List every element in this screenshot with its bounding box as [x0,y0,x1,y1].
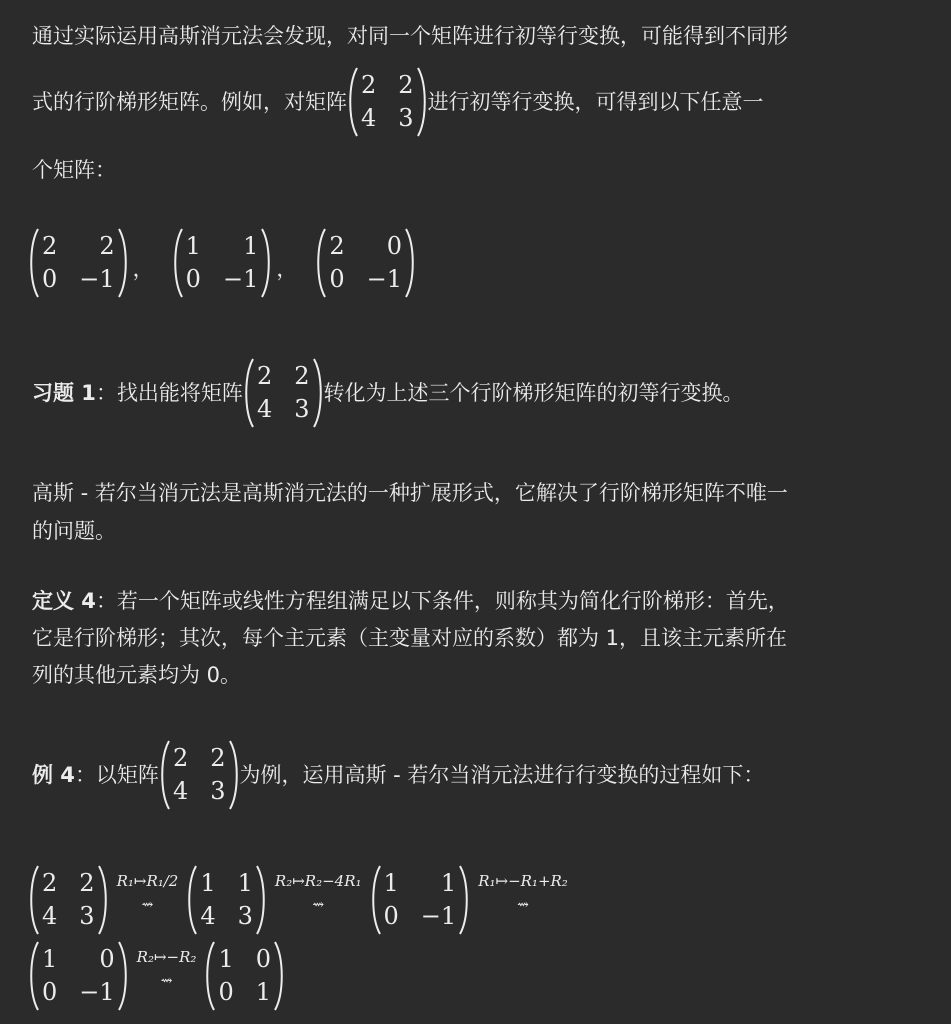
step-matrix-s2 [370,864,471,936]
matrix-cell: 2 [256,362,273,390]
matrix-cell: 0 [383,902,399,930]
squiggle-arrow-icon: ⇝ [517,896,529,913]
matrix-cell: 0 [329,265,345,293]
right-paren [404,227,416,299]
matrix-cell: 2 [172,744,189,772]
matrix-cell: 0 [218,978,234,1006]
text-line [32,148,927,192]
matrix-cell: 1 [255,978,271,1006]
right-paren [312,357,324,429]
step-matrix-a [28,864,109,936]
matrix-cell: 2 [329,232,345,260]
matrix-grid [359,69,416,135]
echelon-matrix-1 [28,227,129,299]
text: 高斯 - 若尔当消元法是高斯消元法的一种扩展形式，它解决了行阶梯形矩阵不唯一 [32,480,788,505]
text: ： [95,380,117,405]
matrix-cell: 4 [172,777,189,805]
left-paren [172,227,184,299]
matrix-cell: 2 [79,869,95,897]
matrix-cell: 0 [185,265,201,293]
matrix-cell: 0 [386,232,403,260]
text-line [32,14,927,58]
text: 转化为上述三个行阶梯形矩阵的初等行变换。 [323,380,744,405]
text: 进行初等行变换，可得到以下任意一 [427,89,764,114]
matrix-cell: 1 [42,945,58,973]
left-paren [370,864,382,936]
text: 找出能将矩阵 [116,380,243,405]
left-paren [28,864,40,936]
text-line [32,64,927,140]
text-line [32,620,927,657]
matrix-cell: 2 [398,71,414,99]
matrix-grid [40,943,117,1009]
matrix-cell: −1 [222,265,259,293]
definition-label: 定义 4 [32,589,96,613]
intro-paragraph [32,14,927,192]
right-paren [117,940,129,1012]
text: ：以矩阵 [74,762,159,787]
reduction-steps-row-1 [28,862,923,938]
matrix-cell: 1 [243,232,259,260]
matrix-a [159,739,240,811]
matrix-cell: 0 [99,945,115,973]
right-paren [260,227,272,299]
matrix-cell: 2 [294,362,310,390]
reduction-steps-row-2 [28,938,923,1014]
right-paren [97,864,109,936]
text-line [32,657,927,694]
left-paren [159,739,171,811]
matrix-grid [40,230,117,296]
matrix-cell: 2 [210,744,226,772]
example-4 [32,737,927,813]
operation-label: R₂↦−R₂ [136,947,197,966]
text: 个矩阵： [32,157,116,182]
matrix-cell: 3 [79,902,95,930]
left-paren [243,357,255,429]
separator: ， [276,256,298,281]
matrix-grid [40,867,97,933]
text: 它是行阶梯形；其次，每个主元素（主变量对应的系数）都为 1，且该主元素所在 [32,626,788,650]
example-label: 例 4 [32,762,75,787]
step-matrix-s4 [204,940,285,1012]
echelon-matrix-3 [315,227,416,299]
matrix-cell: 2 [42,869,58,897]
matrix-grid [216,943,273,1009]
text: 的问题。 [32,518,116,543]
left-paren [186,864,198,936]
exercise-label: 习题 1 [32,380,96,405]
row-operation-4 [136,939,197,989]
squiggle-arrow-icon: ⇝ [312,896,325,913]
left-paren [315,227,327,299]
matrix-cell: 1 [440,869,457,897]
row-operation-3 [478,863,568,913]
gauss-jordan-paragraph [32,474,927,550]
matrix-cell: 2 [99,232,115,260]
matrix-grid [382,867,459,933]
matrix-grid [327,230,404,296]
matrix-cell: 3 [294,395,310,423]
separator: ， [132,256,154,281]
right-paren [416,66,428,138]
operation-label: R₂↦R₂−4R₁ [274,871,362,890]
step-matrix-s1 [186,864,267,936]
matrix-grid [184,230,261,296]
matrix-grid [171,742,228,808]
matrix-cell: −1 [366,265,403,293]
operation-label: R₁↦R₁/2 [116,871,179,890]
squiggle-arrow-icon: ⇝ [141,896,154,913]
matrix-cell: −1 [79,978,115,1006]
echelon-matrix-2 [172,227,273,299]
left-paren [204,940,216,1012]
matrix-cell: 3 [210,777,226,805]
matrix-cell: 0 [42,265,58,293]
right-paren [255,864,267,936]
text: 式的行阶梯形矩阵。例如，对矩阵 [32,89,347,114]
text: 通过实际运用高斯消元法会发现，对同一个矩阵进行初等行变换，可能得到不同形 [32,23,788,48]
matrix-cell: 4 [361,104,377,132]
definition-4 [32,583,927,694]
matrix-cell: −1 [79,265,115,293]
right-paren [228,739,240,811]
text-line [32,512,927,550]
text: 列的其他元素均为 0。 [32,663,242,687]
matrix-cell: 4 [42,902,58,930]
row-operation-2 [274,863,362,913]
right-paren [273,940,285,1012]
right-paren [458,864,470,936]
matrix-cell: 2 [361,71,377,99]
matrix-grid [198,867,255,933]
matrix-cell: 3 [237,902,253,930]
matrix-cell: 1 [185,232,201,260]
text-line [32,583,927,620]
matrix-cell: 1 [218,945,234,973]
left-paren [28,940,40,1012]
matrix-a [347,66,428,138]
matrix-cell: 1 [383,869,399,897]
matrix-grid [255,360,312,426]
matrix-cell: 4 [256,395,273,423]
matrix-cell: 1 [237,869,253,897]
matrix-cell: −1 [420,902,457,930]
left-paren [28,227,40,299]
text: 为例，运用高斯 - 若尔当消元法进行行变换的过程如下： [239,762,765,787]
exercise-1 [32,355,927,431]
step-matrix-s3 [28,940,129,1012]
matrix-cell: 0 [255,945,271,973]
matrix-cell: 4 [200,902,216,930]
echelon-matrices-row [28,225,923,301]
matrix-cell: 1 [200,869,216,897]
operation-label: R₁↦−R₁+R₂ [478,871,568,890]
text: ：若一个矩阵或线性方程组满足以下条件，则称其为简化行阶梯形：首先， [95,589,789,613]
matrix-cell: 3 [398,104,414,132]
squiggle-arrow-icon: ⇝ [160,972,173,989]
right-paren [117,227,129,299]
text-line [32,474,927,512]
row-operation-1 [116,863,179,913]
left-paren [347,66,359,138]
matrix-a [243,357,324,429]
matrix-cell: 0 [42,978,58,1006]
matrix-cell: 2 [42,232,58,260]
